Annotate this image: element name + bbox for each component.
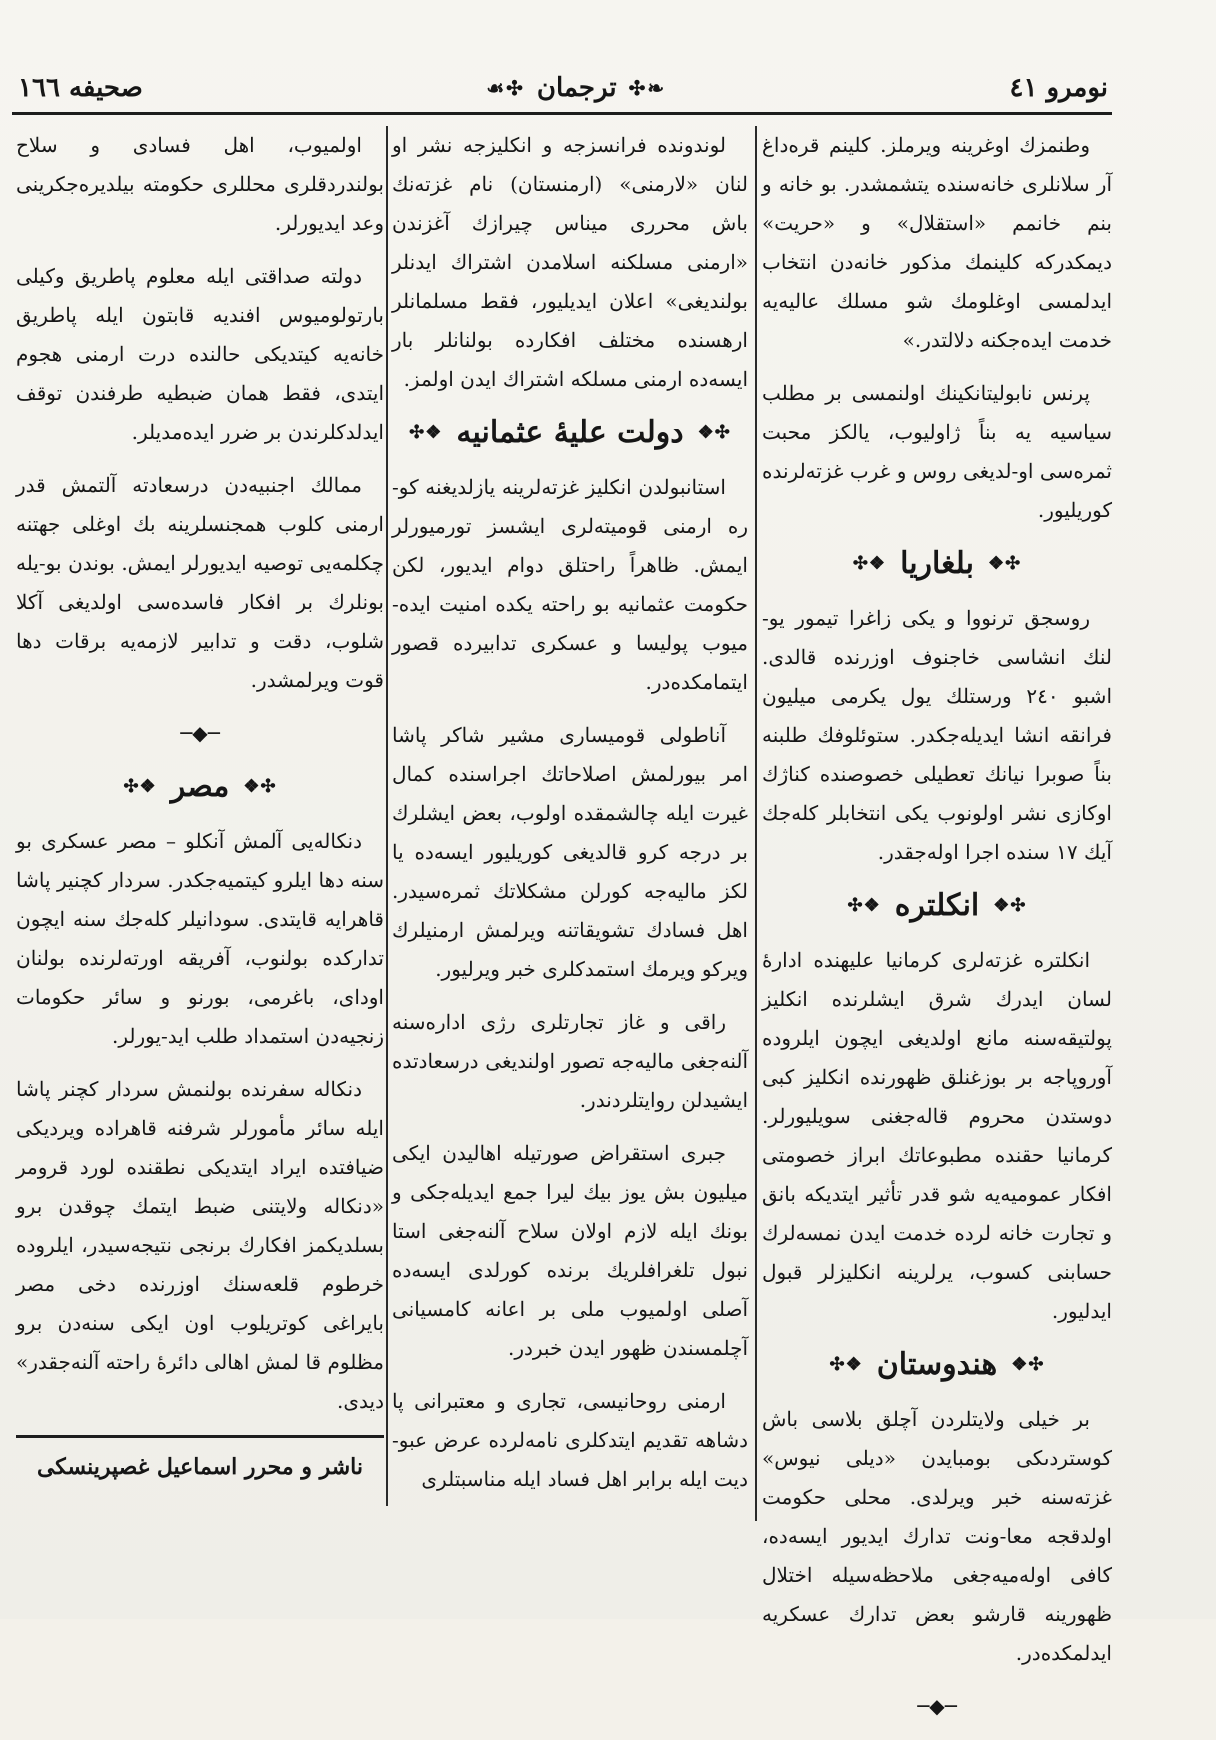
paragraph: وطنمزك اوغرينه ويرملز. كلينم قره‌داغ آر سلانلرى خانه‌سنده يتشمشدر. بو خانه و بنم خانمم «استقلال» و «حريت» ديمكدركه كلينمك مذكور خانه‌دن انتخاب ايدلمسى اوغلومك شو مسلك عاليه‌يه خدمت ايده‌جكنه دلالتدر.» (762, 133, 1112, 352)
paragraph: دولته صداقتى ايله معلوم پاطريق وكيلى بارتولوميوس افنديه قابتون ايله پاطريق خانه‌يه كيتديكى حالنده درت ارمنى هجوم ايتدى، فقط همان ضبطيه طرفندن توقف ايدلدكلرندن بر ضرر ايده‌مديلر. (16, 264, 384, 444)
masthead (486, 73, 666, 103)
column-left (16, 126, 384, 1487)
section-heading-india: ✣❖ هندوستان ❖✣ (829, 1347, 1045, 1382)
column-right (762, 126, 1112, 1740)
paragraph: آناطولى قوميسارى مشير شاكر پاشا امر بيورلمش اصلاحاتك اجراسنده كمال غيرت ايله چالشمقده اولوب، بعض ايشلرك بر درجه كرو قالديغى كوريليور ايسه‌ده يا لكز ماليه‌جه كورلن مشكلاتك ثمره‌سيدر. اهل فسادك تشويقاتنه ويرلمش ارمنيلرك ويركو ويرمك استمدكلرى خبر ويرليور. (392, 723, 748, 981)
paragraph: ممالك اجنبيه‌دن درسعادته آلتمش قدر ارمنى كلوب همجنسلرينه بك اوغلى جهتنه چكلمه‌يى توصيه ايديورلر ايمش. بوندن بو-يله بونلرك بر افكار فاسده‌سى اولديغى آكلا شلوب، دقت و تدابير لازمه‌يه برقات دها قوت ويرلمشدر. (16, 473, 384, 692)
ornament-icon: ❖✣ (409, 422, 443, 443)
column-divider (755, 126, 757, 1521)
ornament-icon: ✣❖ (993, 895, 1027, 916)
page-number: صحيفه ١٦٦ (18, 73, 143, 103)
footer-rule (16, 1435, 384, 1438)
ornament-icon: ✣❖ (697, 422, 731, 443)
paragraph: دنكاله‌يى آلمش آنكلو – مصر عسكرى بو سنه دها ايلرو كيتميه‌جكدر. سردار كچنير پاشا قاهرايه قايتدى. سودانيلر كله‌جك سنه ايچون تداركده بولنوب، آفريقه اورته‌لرنده بولنان اوداى، باغرمى، بورنو و سائر حكومات زنجيه‌دن استمداد طلب ايد-يورلر. (16, 829, 384, 1048)
page-header (18, 58, 1108, 118)
masthead-title: ترجمان (536, 73, 617, 103)
ornament-icon: ✣❖ (243, 776, 277, 797)
ornament-icon: ❖✣ (829, 1354, 863, 1375)
section-heading-ottoman: ✣❖ دولت عليهٔ عثمانيه ❖✣ (409, 415, 731, 450)
paragraph: دنكاله سفرنده بولنمش سردار كچنر پاشا ايله سائر مأمورلر شرفنه قاهراده ويرديكى ضيافتده ايراد ايتديكى نطقنده لورد قرومر «دنكاله ولايتنى ضبط ايتمك چوقدن برو بسلديكمز افكارك برنجى نتيجه‌سيدر، ايلروده خرطوم قلعه‌سنك اوزرنده دخى مصر بايراغى كوتريلوب اون ايكى سنه‌دن برو مظلوم قا لمش اهالى دائرهٔ راحته آلنه‌جقدر» ديدى. (16, 1077, 384, 1413)
divider-ornament-icon: ─◆─ (917, 1694, 957, 1718)
paragraph: جبرى استقراض صورتيله اهاليدن ايكى ميليون بش يوز بيك ليرا جمع ايديله‌جكى و بونك ايله لازم اولان سلاح آلنه‌جغى استا نبول تلغرافلريك برنده كورلدى ايسه‌ده آصلى اولميوب ملى بر اعانه كامسيانى آچلمسندن ظهور ايدن خبردر. (392, 1141, 748, 1360)
ornament-icon: ❖✣ (852, 553, 887, 574)
section-heading-bulgaria: ✣❖ بلغاريا ❖✣ (852, 546, 1022, 581)
divider-ornament-icon: ─◆─ (180, 721, 220, 745)
issue-number: نومرو ٤١ (1009, 73, 1108, 103)
ornament-icon: ✣❖ (1011, 1354, 1045, 1375)
paragraph: راقى و غاز تجارتلرى رژى اداره‌سنه آلنه‌جغى ماليه‌جه تصور اولنديغى درسعادتده ايشيدلن روايتلردندر. (392, 1010, 748, 1112)
ornament-icon: ✣❖ (987, 553, 1022, 574)
paragraph: ارمنى روحانيسى، تجارى و معتبرانى پا دشاهه تقديم ايتدكلرى نامه‌لرده عرض عبو-ديت ايله برابر اهل فساد ايله مناسبتلرى (392, 1389, 748, 1491)
section-heading-england: ✣❖ انكلتره ❖✣ (847, 888, 1027, 923)
section-heading-egypt: ✣❖ مصر ❖✣ (123, 769, 277, 804)
ornament-icon: ❖✣ (847, 895, 881, 916)
ornament-icon: ❖✣ (123, 776, 157, 797)
paragraph: لوندونده فرانسزجه و انكليزجه نشر او لنان «لارمنى» (ارمنستان) نام غزته‌نك باش محررى ميناس چيرازك آغزندن «ارمنى مسلكنه اسلامدن اشتراك ايدنلر بولنديغى» اعلان ايديليور، فقط مسلمانلر ارهسنده مختلف افكارده بولنانلر بار ايسه‌ده ارمنى مسلكه اشتراك ايدن اولمز. (392, 133, 748, 391)
paragraph: بر خيلى ولايتلردن آچلق بلاسى باش كوستردىكى بومبايدن «ديلى نيوس» غزته‌سنه خبر ويرلدى. محلى حكومت اولدقجه معا-ونت تدارك ايديور ايسه‌ده، كافى اوله‌ميه‌جغى ملاحظه‌سيله اختلال ظهورينه قارشو بعض تدارك عسكريه ايدلمكده‌در. (762, 1407, 1112, 1665)
paragraph: انكلتره غزته‌لرى كرمانيا عليهنده ادارهٔ لسان ايدرك شرق ايشلرنده انكليز پولتيقه‌سنه مانع اولديغى ايچون ايلروده آوروپاجه بر بوزغنلق ظهورنده انكليز كبى دوستدن محروم قاله‌جغنى سويليورلر. كرمانيا حقنده مطبوعاتك ابراز خصومتى افكار عموميه‌يه شو قدر تأثير ايتديكه بانق و تجارت خانه لرده خدمت ايدن نمسه‌لرك حسابنى كسوب، يرلرينه انكليزلر قبول ايدليور. (762, 948, 1112, 1323)
header-rule (12, 112, 1112, 115)
column-middle (392, 126, 748, 1513)
ornament-icon: ❧✣ (628, 76, 667, 100)
publisher-line: ناشر و محرر اسماعيل غصپرينسكى (36, 1454, 364, 1480)
paragraph: پرنس نابوليتانكينك اولنمسى بر مطلب سياسيه يه بناً ژاوليوب، يالكز محبت ثمره‌سى او-لديغى روس و غرب غزته‌لرنده كوريليور. (762, 381, 1112, 522)
column-divider (386, 126, 388, 1506)
ornament-icon: ✣☙ (486, 76, 525, 100)
paragraph: استانبولدن انكليز غزته‌لرينه يازلديغنه كو-ره ارمنى قوميته‌لرى ايشسز تورميورلر ايمش. ظاهراً راحتلق دوام ايديور، لكن حكومت عثمانيه بو راحته يكده امنيت ايده-ميوب پوليسا و عسكرى تدابيرده قصور ايتمامكده‌در. (392, 475, 748, 694)
paragraph: روسجق ترنووا و يكى زاغرا تيمور يو-لنك انشاسى خاجنوف اوزرنده قالدى. اشبو ٢٤٠ ورستلك يول يكرمى ميليون فرانقه انشا ايديله‌جكدر. ستوئلوفك طلبنه بناً صوبرا نيانك تعطيلى خصوصنده كناژك اوكازى نشر اولونوب يكى انتخابلر كله‌جك آيك ١٧ سنده اجرا اوله‌جقدر. (762, 606, 1112, 864)
paragraph: اولميوب، اهل فسادى و سلاح بولندردقلرى محللرى حكومته بيلديره‌جكرينى وعد ايديورلر. (16, 133, 384, 235)
